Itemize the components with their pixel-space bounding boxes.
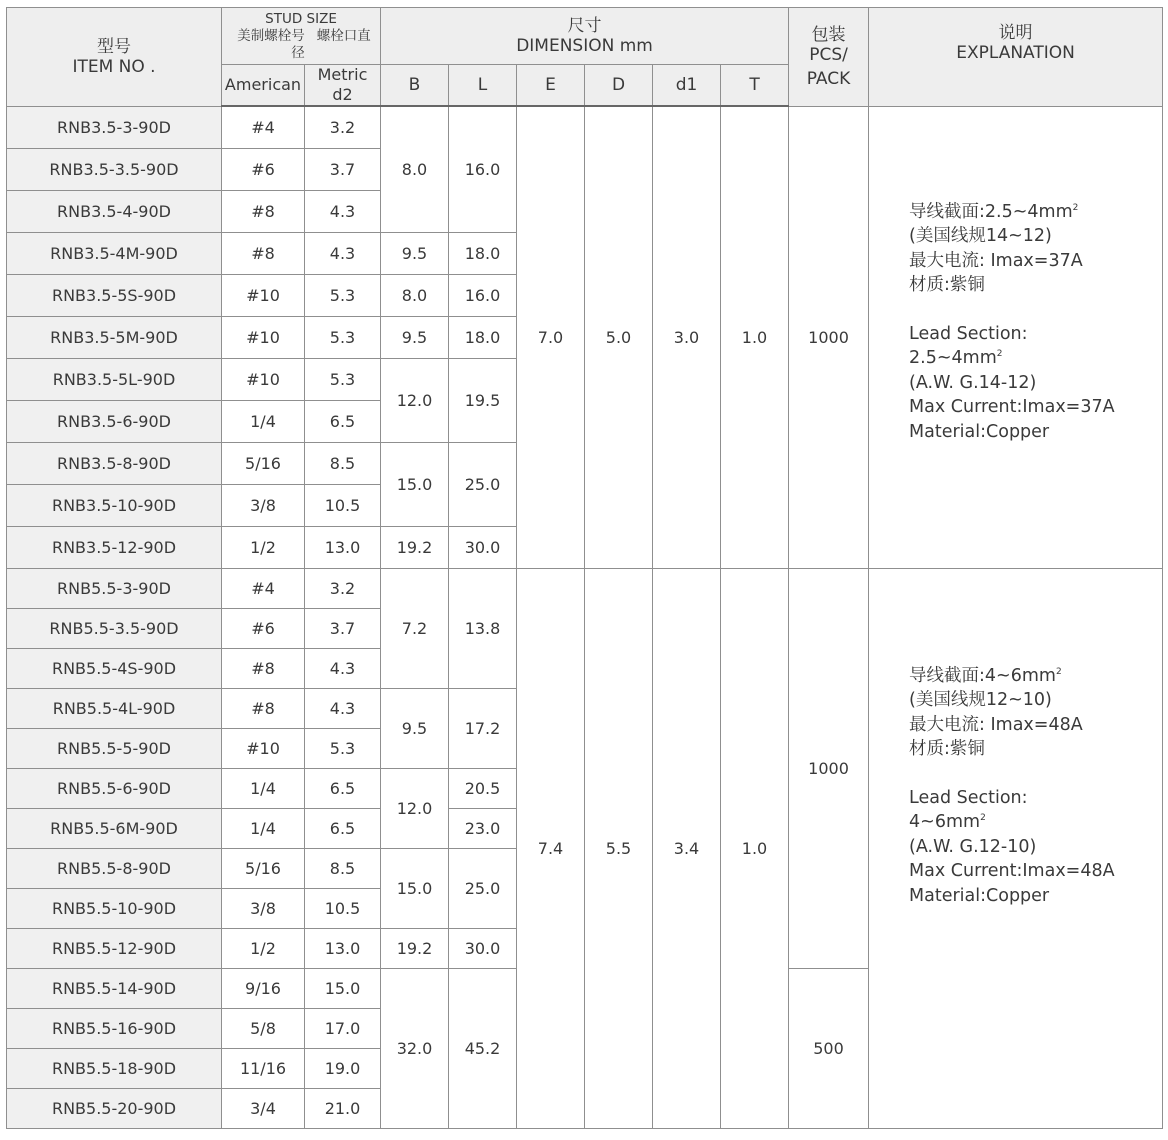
metric-size: 6.5 <box>305 768 381 808</box>
dim-l: 17.2 <box>449 688 517 768</box>
header-stud-cn-metric: 螺栓口直径 <box>291 27 371 61</box>
item-no: RNB5.5-20-90D <box>7 1088 222 1128</box>
header-d1: d1 <box>653 65 721 107</box>
metric-size: 13.0 <box>305 928 381 968</box>
dim-b: 19.2 <box>381 928 449 968</box>
dim-b: 9.5 <box>381 232 449 274</box>
header-stud-cn-american: 美制螺栓号 <box>237 27 305 44</box>
expl-en-awg: (A.W. G.14-12) <box>909 372 1037 393</box>
header-dim-cn: 尺寸 <box>567 16 602 36</box>
expl-en-section: 4~6mm <box>909 812 981 833</box>
header-b: B <box>381 65 449 107</box>
item-no: RNB3.5-8-90D <box>7 442 222 484</box>
dim-d1: 3.4 <box>653 568 721 1128</box>
metric-size: 4.3 <box>305 688 381 728</box>
header-item-en: ITEM NO . <box>72 56 156 77</box>
metric-size: 6.5 <box>305 808 381 848</box>
header-stud-size <box>222 8 381 65</box>
american-size: #8 <box>222 688 305 728</box>
expl-en-lead: Lead Section: <box>909 787 1028 808</box>
header-explanation <box>869 8 1163 107</box>
american-size: 1/2 <box>222 526 305 568</box>
dim-d1: 3.0 <box>653 106 721 568</box>
explanation <box>869 106 1163 568</box>
header-american: American <box>222 65 305 107</box>
expl-en-awg: (A.W. G.12-10) <box>909 836 1037 857</box>
dim-b: 8.0 <box>381 106 449 232</box>
metric-size: 4.3 <box>305 648 381 688</box>
pack-qty: 1000 <box>789 106 869 568</box>
american-size: #6 <box>222 608 305 648</box>
item-no: RNB5.5-16-90D <box>7 1008 222 1048</box>
metric-size: 15.0 <box>305 968 381 1008</box>
header-pack-en2: PACK <box>806 68 851 89</box>
american-size: #4 <box>222 568 305 608</box>
expl-en-material: Material:Copper <box>909 885 1050 906</box>
dim-e: 7.0 <box>517 106 585 568</box>
metric-size: 3.7 <box>305 608 381 648</box>
metric-size: 3.7 <box>305 148 381 190</box>
dim-t: 1.0 <box>721 106 789 568</box>
header-metric-label: Metric <box>317 65 368 84</box>
item-no: RNB5.5-14-90D <box>7 968 222 1008</box>
pack-qty: 1000 <box>789 568 869 968</box>
american-size: 11/16 <box>222 1048 305 1088</box>
expl-en-lead: Lead Section: <box>909 323 1028 344</box>
header-pack-cn: 包装 <box>811 24 846 45</box>
expl-cn-current: 最大电流: Imax=37A <box>909 250 1083 271</box>
dim-d: 5.5 <box>585 568 653 1128</box>
dim-b: 9.5 <box>381 688 449 768</box>
item-no: RNB3.5-5L-90D <box>7 358 222 400</box>
dim-l: 45.2 <box>449 968 517 1128</box>
american-size: #8 <box>222 232 305 274</box>
metric-size: 17.0 <box>305 1008 381 1048</box>
item-no: RNB5.5-3-90D <box>7 568 222 608</box>
header-e: E <box>517 65 585 107</box>
dim-l: 23.0 <box>449 808 517 848</box>
item-no: RNB5.5-8-90D <box>7 848 222 888</box>
metric-size: 5.3 <box>305 728 381 768</box>
item-no: RNB3.5-4M-90D <box>7 232 222 274</box>
american-size: 1/2 <box>222 928 305 968</box>
table-body <box>7 106 1163 1128</box>
expl-en-current: Max Current:Imax=37A <box>909 397 1115 418</box>
metric-size: 5.3 <box>305 316 381 358</box>
table-row <box>7 106 1163 148</box>
header-metric <box>305 65 381 107</box>
expl-en-current: Max Current:Imax=48A <box>909 861 1115 882</box>
item-no: RNB5.5-6-90D <box>7 768 222 808</box>
item-no: RNB3.5-3.5-90D <box>7 148 222 190</box>
dim-b: 15.0 <box>381 848 449 928</box>
table-header <box>7 8 1163 107</box>
expl-cn-material: 材质:紫铜 <box>909 275 985 296</box>
table-row <box>7 568 1163 608</box>
metric-size: 6.5 <box>305 400 381 442</box>
explanation <box>869 568 1163 1128</box>
header-metric-d2: d2 <box>332 85 353 104</box>
item-no: RNB3.5-4-90D <box>7 190 222 232</box>
dim-t: 1.0 <box>721 568 789 1128</box>
item-no: RNB3.5-6-90D <box>7 400 222 442</box>
american-size: 3/8 <box>222 484 305 526</box>
metric-size: 4.3 <box>305 190 381 232</box>
item-no: RNB5.5-10-90D <box>7 888 222 928</box>
dim-b: 32.0 <box>381 968 449 1128</box>
expl-cn-material: 材质:紫铜 <box>909 739 985 760</box>
metric-size: 21.0 <box>305 1088 381 1128</box>
item-no: RNB5.5-3.5-90D <box>7 608 222 648</box>
metric-size: 8.5 <box>305 848 381 888</box>
header-dim-en: DIMENSION mm <box>516 36 653 56</box>
dim-b: 9.5 <box>381 316 449 358</box>
header-stud-title: STUD SIZE <box>265 10 337 27</box>
pack-qty: 500 <box>789 968 869 1128</box>
american-size: #8 <box>222 648 305 688</box>
american-size: #10 <box>222 358 305 400</box>
american-size: #10 <box>222 316 305 358</box>
item-no: RNB3.5-12-90D <box>7 526 222 568</box>
header-l: L <box>449 65 517 107</box>
dim-l: 19.5 <box>449 358 517 442</box>
item-no: RNB5.5-12-90D <box>7 928 222 968</box>
item-no: RNB3.5-10-90D <box>7 484 222 526</box>
dim-l: 18.0 <box>449 316 517 358</box>
american-size: 5/8 <box>222 1008 305 1048</box>
item-no: RNB5.5-18-90D <box>7 1048 222 1088</box>
item-no: RNB3.5-3-90D <box>7 106 222 148</box>
american-size: 1/4 <box>222 400 305 442</box>
american-size: #10 <box>222 274 305 316</box>
header-t: T <box>721 65 789 107</box>
dim-l: 30.0 <box>449 928 517 968</box>
american-size: #10 <box>222 728 305 768</box>
expl-sup: 2 <box>1072 202 1079 213</box>
expl-sup: 2 <box>1055 666 1062 677</box>
dim-l: 13.8 <box>449 568 517 688</box>
item-no: RNB5.5-5-90D <box>7 728 222 768</box>
american-size: #4 <box>222 106 305 148</box>
metric-size: 3.2 <box>305 568 381 608</box>
item-no: RNB3.5-5S-90D <box>7 274 222 316</box>
metric-size: 3.2 <box>305 106 381 148</box>
dim-l: 16.0 <box>449 106 517 232</box>
dim-l: 25.0 <box>449 442 517 526</box>
header-pack-en1: PCS/ <box>809 44 848 65</box>
dim-l: 16.0 <box>449 274 517 316</box>
expl-en-section: 2.5~4mm <box>909 348 997 369</box>
expl-sup: 2 <box>996 349 1003 360</box>
dim-l: 20.5 <box>449 768 517 808</box>
dim-b: 19.2 <box>381 526 449 568</box>
expl-en-material: Material:Copper <box>909 421 1050 442</box>
metric-size: 10.5 <box>305 888 381 928</box>
dim-b: 7.2 <box>381 568 449 688</box>
american-size: 3/8 <box>222 888 305 928</box>
header-item-no <box>7 8 222 107</box>
metric-size: 5.3 <box>305 274 381 316</box>
metric-size: 10.5 <box>305 484 381 526</box>
american-size: 5/16 <box>222 442 305 484</box>
dim-b: 8.0 <box>381 274 449 316</box>
spec-table <box>6 7 1163 1129</box>
american-size: 1/4 <box>222 768 305 808</box>
spec-table-container <box>6 7 1162 1134</box>
expl-cn-awg: (美国线规14~12) <box>909 226 1052 247</box>
header-expl-en: EXPLANATION <box>956 42 1075 63</box>
item-no: RNB3.5-5M-90D <box>7 316 222 358</box>
item-no: RNB5.5-4S-90D <box>7 648 222 688</box>
american-size: #6 <box>222 148 305 190</box>
dim-e: 7.4 <box>517 568 585 1128</box>
header-dimension <box>381 8 789 65</box>
american-size: #8 <box>222 190 305 232</box>
metric-size: 5.3 <box>305 358 381 400</box>
header-d: D <box>585 65 653 107</box>
expl-sup: 2 <box>980 813 986 824</box>
dim-l: 25.0 <box>449 848 517 928</box>
dim-d: 5.0 <box>585 106 653 568</box>
dim-b: 12.0 <box>381 358 449 442</box>
header-expl-cn: 说明 <box>998 22 1033 43</box>
expl-cn-section: 导线截面:4~6mm <box>909 665 1056 686</box>
american-size: 1/4 <box>222 808 305 848</box>
header-item-cn: 型号 <box>97 36 131 57</box>
metric-size: 4.3 <box>305 232 381 274</box>
dim-l: 30.0 <box>449 526 517 568</box>
metric-size: 19.0 <box>305 1048 381 1088</box>
metric-size: 8.5 <box>305 442 381 484</box>
dim-b: 15.0 <box>381 442 449 526</box>
american-size: 9/16 <box>222 968 305 1008</box>
american-size: 5/16 <box>222 848 305 888</box>
american-size: 3/4 <box>222 1088 305 1128</box>
metric-size: 13.0 <box>305 526 381 568</box>
expl-cn-awg: (美国线规12~10) <box>909 690 1052 711</box>
dim-l: 18.0 <box>449 232 517 274</box>
item-no: RNB5.5-4L-90D <box>7 688 222 728</box>
dim-b: 12.0 <box>381 768 449 848</box>
expl-cn-section: 导线截面:2.5~4mm <box>909 201 1073 222</box>
expl-cn-current: 最大电流: Imax=48A <box>909 714 1083 735</box>
item-no: RNB5.5-6M-90D <box>7 808 222 848</box>
header-pack <box>789 8 869 107</box>
